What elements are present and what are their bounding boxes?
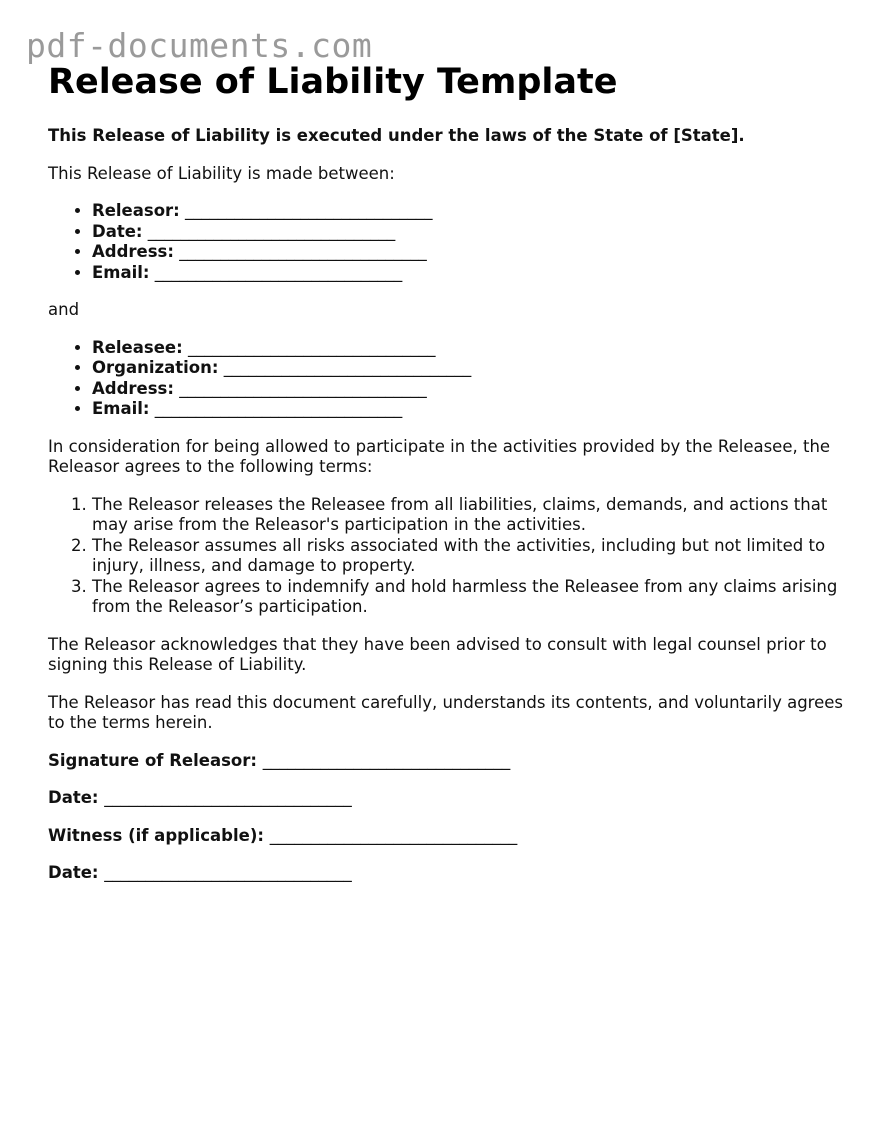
field-label: Email: [92, 399, 150, 418]
releasee-field [92, 338, 848, 359]
field-label: Address: [92, 378, 174, 398]
fill-in-blank[interactable]: ______________________________ [262, 750, 511, 770]
governing-law: This Release of Liability is executed under the laws of the State of [State]. [48, 126, 745, 145]
signature-line-witness-date [48, 863, 848, 884]
signature-line-witness [48, 826, 848, 847]
releasee-field [92, 399, 848, 420]
releasor-field [92, 222, 848, 243]
fill-in-blank[interactable]: ______________________________ [154, 399, 403, 418]
fill-in-blank[interactable]: ______________________________ [179, 378, 427, 398]
releasor-fields [48, 201, 848, 283]
field-label: Releasee: [92, 337, 183, 357]
fill-in-blank[interactable]: ______________________________ [154, 262, 403, 282]
releasor-field [92, 201, 848, 222]
signature-label: Signature of Releasor: [48, 750, 257, 770]
legal-counsel-paragraph: The Releasor acknowledges that they have been advised to consult with legal counsel prior to signing this Release of Liability. [48, 634, 827, 674]
term-item: 3. The Releasor agrees to indemnify and hold harmless the Releasee from any claims arising from the Releasor’s participation. [92, 577, 848, 618]
and-text: and [48, 300, 80, 319]
fill-in-blank[interactable]: ______________________________ [269, 825, 518, 845]
signature-line-date [48, 788, 848, 809]
made-between: This Release of Liability is made between: [48, 163, 395, 183]
term-item: 2. The Releasor assumes all risks associated with the activities, including but not limited to injury, illness, and damage to property. [92, 536, 848, 577]
fill-in-blank[interactable]: ______________________________ [223, 358, 472, 377]
page-title: Release of Liability Template [48, 62, 618, 102]
field-label: Date: [92, 221, 143, 241]
consideration-paragraph: In consideration for being allowed to participate in the activities provided by the Releasee, the Releasor agrees to the following terms: [48, 436, 831, 476]
signature-label: Witness (if applicable): [48, 825, 264, 845]
releasor-field [92, 242, 848, 263]
releasee-field [92, 379, 848, 400]
signature-line-releasor [48, 751, 848, 772]
releasee-field [92, 358, 848, 379]
fill-in-blank[interactable]: ______________________________ [104, 788, 352, 807]
signature-label: Date: [48, 863, 99, 882]
document-body [48, 60, 848, 884]
signature-label: Date: [48, 788, 99, 807]
field-label: Releasor: [92, 201, 180, 220]
field-label: Organization: [92, 358, 219, 377]
field-label: Email: [92, 262, 150, 282]
terms-list [48, 495, 848, 618]
field-label: Address: [92, 242, 174, 261]
watermark: pdf-documents.com [26, 26, 373, 65]
fill-in-blank[interactable]: ______________________________ [187, 337, 436, 357]
term-item: 1. The Releasor releases the Releasee from all liabilities, claims, demands, and actions that may arise from the Releasor's participation in the activities. [92, 495, 848, 536]
fill-in-blank[interactable]: ______________________________ [185, 201, 433, 220]
fill-in-blank[interactable]: ______________________________ [147, 221, 396, 241]
releasee-fields [48, 338, 848, 420]
read-and-agree-paragraph: The Releasor has read this document carefully, understands its contents, and voluntarily agrees to the terms herein. [48, 692, 843, 732]
releasor-field [92, 263, 848, 284]
fill-in-blank[interactable]: ______________________________ [179, 242, 427, 261]
fill-in-blank[interactable]: ______________________________ [104, 863, 352, 882]
